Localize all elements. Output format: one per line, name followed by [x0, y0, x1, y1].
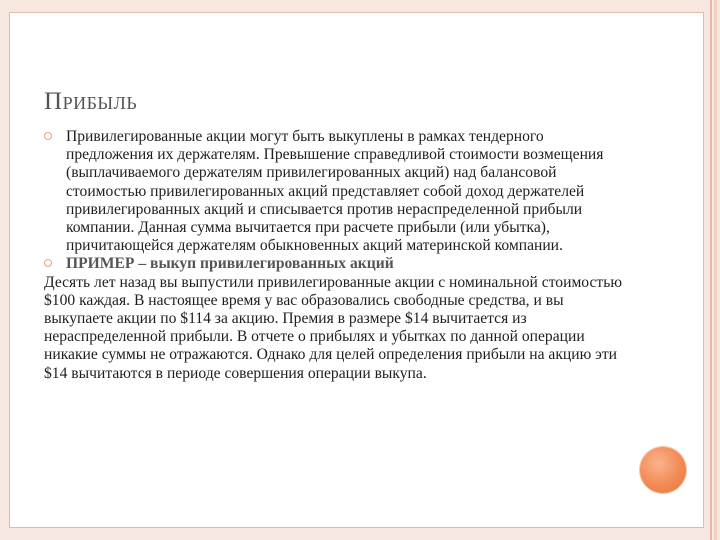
slide-content	[44, 128, 624, 383]
hollow-circle-bullet-icon	[44, 132, 52, 140]
bullet-item-example	[44, 255, 624, 273]
bullet-item	[44, 128, 624, 255]
bullet-text: Привилегированные акции могут быть выкуплены в рамках тендерного предложения их держателям. Превышение справедливой стоимости возмещения (выплачиваемого держателям привилегированных акций) над балансовой стоимостью привилегированных акций представляет собой доход держателей привилегированных акций и списывается против нераспределенной прибыли компании. Данная сумма вычитается при расчете прибыли (или убытка), причитающейся держателям обыкновенных акций материнской компании.	[66, 128, 604, 255]
example-paragraph: Десять лет назад вы выпустили привилегированные акции с номинальной стоимостью $100 каждая. В настоящее время у вас образовались свободные средства, и вы выкупаете акции по $114 за акцию. Премия в размере $14 вычитается из нераспределенной прибыли. В отчете о прибылях и убытках по данной операции никакие суммы не отражаются. Однако для целей определения прибыли на акцию эти $14 вычитаются в периоде совершения операции выкупа.	[44, 273, 622, 382]
decorative-orange-circle	[640, 447, 686, 493]
example-heading: ПРИМЕР – выкуп привилегированных акций	[66, 255, 394, 273]
slide-title	[44, 82, 137, 114]
slide-title-rest: РИБЫЛЬ	[62, 93, 138, 113]
slide-title-initial: П	[44, 88, 63, 115]
right-decorative-stripe-outer	[714, 0, 717, 540]
hollow-circle-bullet-icon	[44, 259, 52, 267]
right-decorative-stripe	[710, 0, 712, 540]
